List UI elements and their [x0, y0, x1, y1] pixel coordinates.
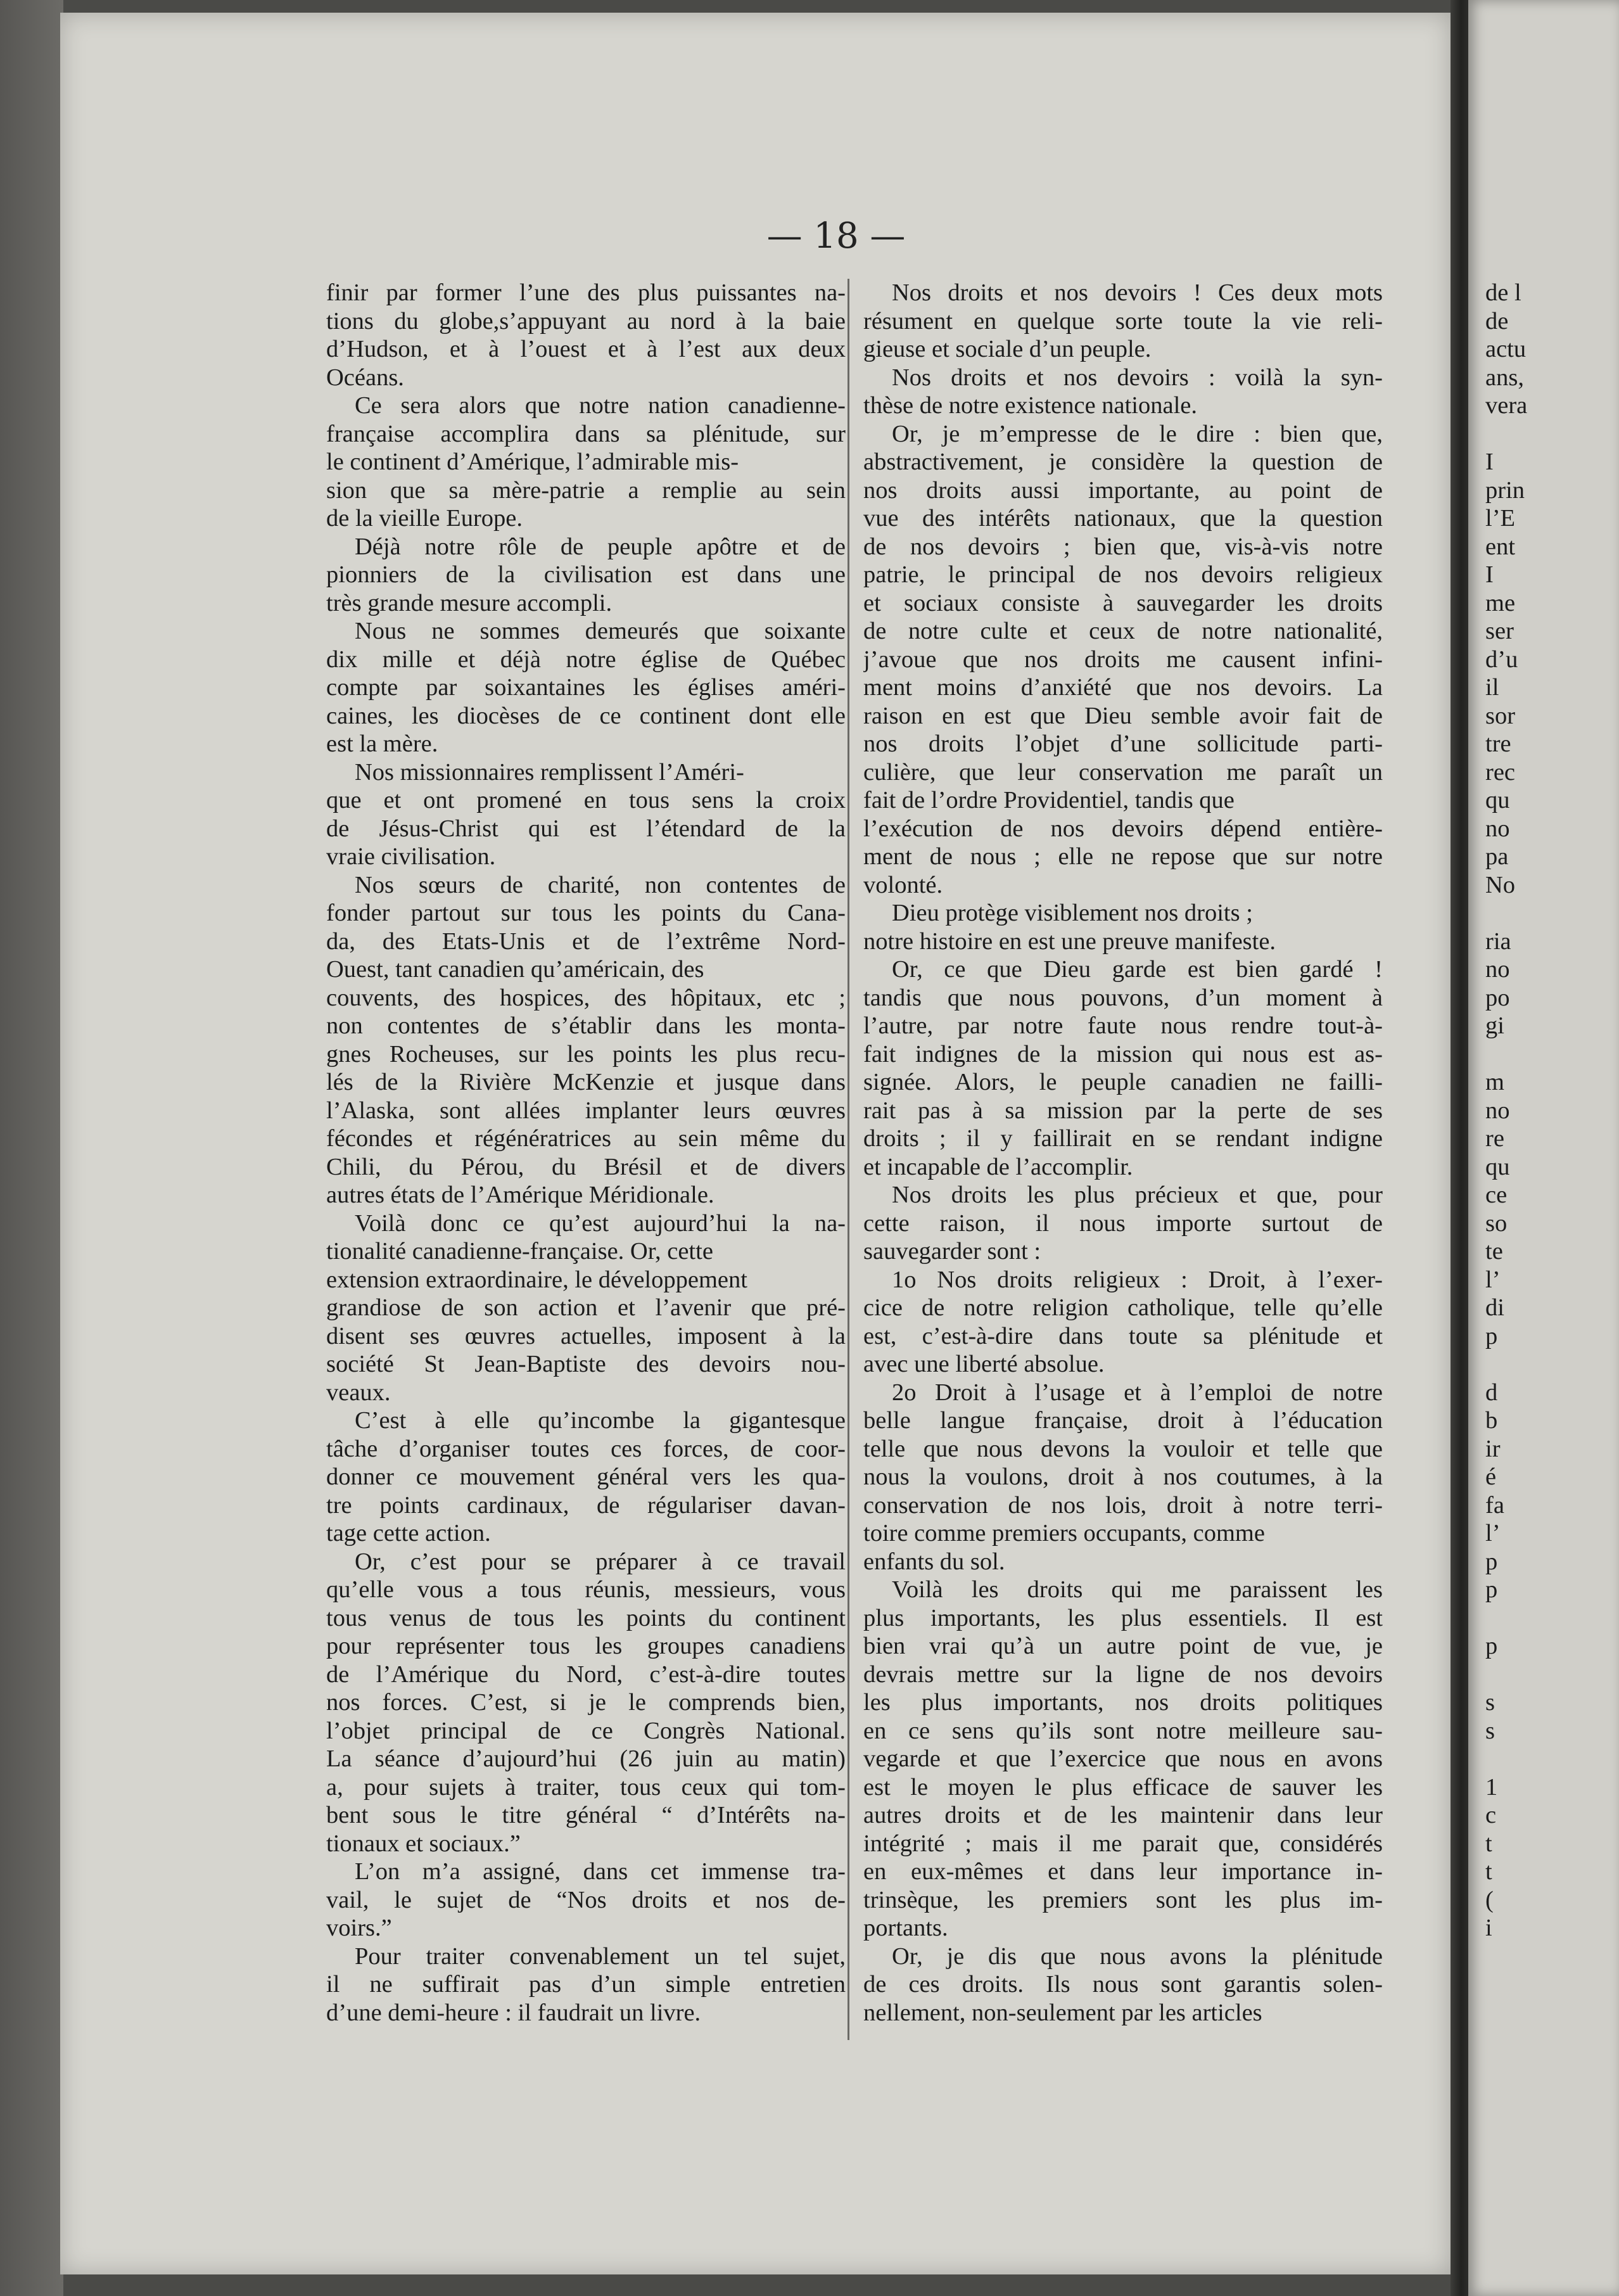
left-column-line: autres états de l’Amérique Méridionale.: [326, 1182, 714, 1208]
adjacent-page-fragment: vera: [1485, 392, 1528, 419]
right-column-line: Or, ce que Dieu garde est bien gardé !: [892, 956, 1383, 983]
right-column-line: Or, je m’empresse de le dire : bien que,: [892, 420, 1383, 447]
adjacent-page-fragment: tre: [1485, 730, 1511, 757]
adjacent-page-fragment: l’: [1485, 1266, 1501, 1293]
adjacent-page-fragment: s: [1485, 1689, 1495, 1716]
left-column-line: vail, le sujet de “Nos droits et nos de-: [326, 1886, 846, 1913]
right-column-line: droits ; il y faillirait en se rendant indigne: [863, 1125, 1383, 1152]
right-column-line: nous la voulons, droit à nos coutumes, à la: [863, 1464, 1383, 1490]
right-column-line: résument en quelque sorte toute la vie reli-: [863, 307, 1383, 335]
left-text-column: [326, 279, 846, 2027]
right-column-line: gieuse et sociale d’un peuple.: [863, 336, 1152, 362]
right-column-line: Dieu protège visiblement nos droits ;: [892, 900, 1253, 926]
right-column-line: nos droits l’objet d’une sollicitude parti-: [863, 730, 1383, 757]
adjacent-page-fragment: po: [1485, 984, 1510, 1011]
right-column-line: 1o Nos droits religieux : Droit, à l’exer-: [892, 1266, 1383, 1293]
adjacent-page-fragment: p: [1485, 1322, 1498, 1349]
adjacent-page-fragment: [1485, 1745, 1619, 1773]
adjacent-page-fragment: ria: [1485, 928, 1511, 955]
right-column-line: ment moins d’anxiété que nos devoirs. La: [863, 674, 1383, 701]
right-column-line: cette raison, il nous importe surtout de: [863, 1209, 1383, 1237]
left-column-line: tous venus de tous les points du continent: [326, 1604, 846, 1631]
right-column-line: belle langue française, droit à l’éducation: [863, 1407, 1383, 1434]
adjacent-page-fragment: p: [1485, 1548, 1498, 1575]
right-column-line: conservation de nos lois, droit à notre terri-: [863, 1491, 1383, 1519]
right-column-line: culière, que leur conservation me paraît un: [863, 758, 1383, 786]
left-column-line: française accomplira dans sa plénitude, sur: [326, 420, 846, 447]
adjacent-page-fragment: (: [1485, 1886, 1494, 1913]
adjacent-page-fragment: de: [1485, 307, 1509, 335]
right-text-column: [863, 279, 1383, 2027]
left-column-line: La séance d’aujourd’hui (26 juin au matin): [326, 1745, 846, 1772]
adjacent-page-fragment: é: [1485, 1464, 1497, 1490]
right-column-line: vue des intérêts nationaux, que la question: [863, 505, 1383, 532]
adjacent-page-fragment: I: [1485, 449, 1494, 475]
left-column-line: pour représenter tous les groupes canadiens: [326, 1633, 846, 1659]
adjacent-page-fragment: gi: [1485, 1012, 1504, 1039]
left-column-line: que et ont promené en tous sens la croix: [326, 787, 846, 813]
left-column-line: d’Hudson, et à l’ouest et à l’est aux deux: [326, 336, 846, 362]
left-column-line: tage cette action.: [326, 1520, 491, 1547]
scanner-frame-left: [0, 0, 63, 2296]
left-column-line: bent sous le titre général “ d’Intérêts na-: [326, 1802, 846, 1828]
left-column-line: fécondes et régénératrices au sein même du: [326, 1125, 846, 1152]
adjacent-page-fragment: re: [1485, 1125, 1504, 1152]
right-column-line: ment de nous ; elle ne repose que sur notre: [863, 843, 1383, 870]
left-column-line: tâche d’organiser toutes ces forces, de coor-: [326, 1435, 846, 1462]
left-column-line: veaux.: [326, 1379, 391, 1406]
right-column-line: portants.: [863, 1915, 948, 1941]
right-column-line: l’exécution de nos devoirs dépend entière-: [863, 815, 1383, 842]
right-column-line: fait de l’ordre Providentiel, tandis que: [863, 787, 1235, 813]
adjacent-page-fragment: actu: [1485, 336, 1527, 362]
left-column-line: Nos sœurs de charité, non contentes de: [355, 871, 846, 898]
left-column-line: lés de la Rivière McKenzie et jusque dans: [326, 1069, 846, 1095]
right-column-line: Nos droits et nos devoirs : voilà la syn-: [892, 364, 1383, 391]
adjacent-page-fragment: [1485, 1604, 1619, 1633]
adjacent-page-fragment: s: [1485, 1717, 1495, 1744]
adjacent-page-fragment: ce: [1485, 1182, 1508, 1208]
right-column-line: telle que nous devons la vouloir et telle que: [863, 1435, 1383, 1462]
right-column-line: Nos droits et nos devoirs ! Ces deux mots: [892, 279, 1383, 306]
right-column-line: les plus importants, nos droits politiques: [863, 1689, 1383, 1716]
left-column-line: fonder partout sur tous les points du Cana-: [326, 900, 846, 926]
right-column-line: rait pas à sa mission par la perte de ses: [863, 1097, 1383, 1124]
adjacent-page-fragment: [1485, 1661, 1619, 1689]
right-column-line: thèse de notre existence nationale.: [863, 392, 1198, 419]
right-column-line: en ce sens qu’ils sont notre meilleure sau-: [863, 1717, 1383, 1744]
left-column-line: tionalité canadienne-française. Or, cette: [326, 1238, 713, 1265]
adjacent-page-fragment: t: [1485, 1830, 1492, 1857]
left-column-line: sion que sa mère-patrie a remplie au sein: [326, 476, 846, 504]
left-column-line: Or, c’est pour se préparer à ce travail: [355, 1548, 846, 1575]
right-column-line: est le moyen le plus efficace de sauver les: [863, 1773, 1383, 1801]
left-column-line: pionniers de la civilisation est dans une: [326, 561, 846, 588]
adjacent-page-fragment: no: [1485, 815, 1510, 842]
left-column-line: est la mère.: [326, 730, 438, 757]
adjacent-page-fragment: l’: [1485, 1520, 1501, 1547]
adjacent-page-fragment: ans,: [1485, 364, 1524, 391]
left-column-line: de la vieille Europe.: [326, 505, 523, 532]
right-column-line: de notre culte et ceux de notre nationalité,: [863, 618, 1383, 644]
adjacent-page-fragment: fa: [1485, 1491, 1504, 1519]
adjacent-page-fragment: de l: [1485, 279, 1521, 306]
right-column-line: Or, je dis que nous avons la plénitude: [892, 1942, 1383, 1970]
adjacent-page-fragment: m: [1485, 1069, 1504, 1095]
page-number: — 18 —: [766, 215, 906, 257]
right-column-line: nos droits aussi importante, au point de: [863, 476, 1383, 504]
left-column-line: de l’Amérique du Nord, c’est-à-dire toutes: [326, 1661, 846, 1688]
left-column-line: l’objet principal de ce Congrès National.: [326, 1717, 846, 1744]
left-column-line: l’Alaska, sont allées implanter leurs œuvres: [326, 1097, 846, 1124]
right-column-line: plus importants, les plus essentiels. Il est: [863, 1604, 1383, 1631]
right-column-line: volonté.: [863, 871, 943, 898]
left-column-line: a, pour sujets à traiter, tous ceux qui tom-: [326, 1773, 846, 1801]
left-column-line: donner ce mouvement général vers les qua-: [326, 1464, 846, 1490]
adjacent-page-fragment: me: [1485, 589, 1516, 616]
left-column-line: Pour traiter convenablement un tel sujet,: [355, 1942, 846, 1970]
left-column-line: extension extraordinaire, le développement: [326, 1266, 747, 1293]
left-column-line: de Jésus-Christ qui est l’étendard de la: [326, 815, 846, 842]
adjacent-page-fragment: t: [1485, 1858, 1492, 1885]
left-column-line: le continent d’Amérique, l’admirable mis-: [326, 449, 739, 475]
adjacent-page-fragment: p: [1485, 1576, 1498, 1603]
left-column-line: grandiose de son action et l’avenir que pré-: [326, 1294, 846, 1321]
adjacent-page-fragment: [1485, 1350, 1619, 1379]
adjacent-page-fragment: i: [1485, 1915, 1492, 1941]
adjacent-page-fragment: te: [1485, 1238, 1503, 1265]
right-column-line: enfants du sol.: [863, 1548, 1005, 1575]
adjacent-page-fragment: d’u: [1485, 646, 1518, 673]
adjacent-page-fragment: sor: [1485, 702, 1516, 729]
right-column-line: et sociaux consiste à sauvegarder les droits: [863, 589, 1383, 616]
left-column-line: finir par former l’une des plus puissantes na-: [326, 279, 846, 306]
column-divider: [848, 279, 849, 2040]
right-column-line: devrais mettre sur la ligne de nos devoirs: [863, 1661, 1383, 1688]
right-column-line: patrie, le principal de nos devoirs religieux: [863, 561, 1383, 588]
left-column-line: Nos missionnaires remplissent l’Améri-: [355, 758, 744, 786]
adjacent-page-fragment: ser: [1485, 618, 1514, 644]
adjacent-page-fragment: No: [1485, 871, 1516, 898]
adjacent-page-fragment: qu: [1485, 787, 1510, 813]
left-column-line: Ce sera alors que notre nation canadienne-: [355, 392, 846, 419]
adjacent-page-fragment: pa: [1485, 843, 1509, 870]
left-column-line: dix mille et déjà notre église de Québec: [326, 646, 846, 673]
right-column-line: et incapable de l’accomplir.: [863, 1153, 1133, 1180]
left-column-line: gnes Rocheuses, sur les points les plus recu-: [326, 1040, 846, 1068]
adjacent-page-fragment: qu: [1485, 1153, 1510, 1180]
left-column-line: Nous ne sommes demeurés que soixante: [355, 618, 846, 644]
adjacent-page-fragment: so: [1485, 1209, 1508, 1237]
right-column-line: en eux-mêmes et dans leur importance in-: [863, 1858, 1383, 1885]
left-column-line: qu’elle vous a tous réunis, messieurs, vous: [326, 1576, 846, 1603]
right-column-line: l’autre, par notre faute nous rendre tout-à-: [863, 1012, 1383, 1039]
left-column-line: Déjà notre rôle de peuple apôtre et de: [355, 533, 846, 560]
right-column-line: nellement, non-seulement par les articles: [863, 1999, 1262, 2026]
adjacent-page-text-fragments: [1485, 279, 1619, 1942]
left-column-line: tions du globe,s’appuyant au nord à la baie: [326, 307, 846, 335]
right-column-line: de ces droits. Ils nous sont garantis solen-: [863, 1971, 1383, 1998]
left-column-line: Chili, du Pérou, du Brésil et de divers: [326, 1153, 846, 1180]
adjacent-page-fragment: rec: [1485, 758, 1515, 786]
right-column-line: est, c’est-à-dire dans toute sa plénitude et: [863, 1322, 1383, 1349]
left-column-line: non contentes de s’établir dans les monta-: [326, 1012, 846, 1039]
right-column-line: toire comme premiers occupants, comme: [863, 1520, 1265, 1547]
adjacent-page-fragment: [1485, 1040, 1619, 1069]
adjacent-page-fragment: prin: [1485, 476, 1525, 504]
adjacent-page-fragment: [1485, 420, 1619, 449]
right-column-line: raison en est que Dieu semble avoir fait de: [863, 702, 1383, 729]
left-column-line: tionaux et sociaux.”: [326, 1830, 521, 1857]
right-column-line: tandis que nous pouvons, d’un moment à: [863, 984, 1383, 1011]
left-column-line: très grande mesure accompli.: [326, 589, 613, 616]
left-column-line: nos forces. C’est, si je le comprends bien,: [326, 1689, 846, 1716]
adjacent-page-fragment: c: [1485, 1802, 1497, 1828]
adjacent-page-fragment: [1485, 899, 1619, 928]
left-column-line: L’on m’a assigné, dans cet immense tra-: [355, 1858, 846, 1885]
left-column-line: caines, les diocèses de ce continent dont elle: [326, 702, 846, 729]
left-column-line: voirs.”: [326, 1915, 392, 1941]
left-column-line: il ne suffirait pas d’un simple entretien: [326, 1971, 846, 1998]
adjacent-page-fragment: di: [1485, 1294, 1504, 1321]
right-column-line: Voilà les droits qui me paraissent les: [892, 1576, 1383, 1603]
adjacent-page-fragment: 1: [1485, 1773, 1498, 1801]
left-column-line: C’est à elle qu’incombe la gigantesque: [355, 1407, 846, 1434]
adjacent-page-fragment: b: [1485, 1407, 1498, 1434]
left-column-line: couvents, des hospices, des hôpitaux, etc ;: [326, 984, 846, 1011]
left-column-line: Océans.: [326, 364, 404, 391]
book-gutter: [1451, 0, 1468, 2296]
right-column-line: fait indignes de la mission qui nous est as-: [863, 1040, 1383, 1068]
right-column-line: trinsèque, les premiers sont les plus im-: [863, 1886, 1383, 1913]
right-column-line: bien vrai qu’à un autre point de vue, je: [863, 1633, 1383, 1659]
adjacent-page-fragment: ir: [1485, 1435, 1501, 1462]
right-column-line: signée. Alors, le peuple canadien ne failli-: [863, 1069, 1383, 1095]
adjacent-page-fragment: p: [1485, 1633, 1498, 1659]
left-column-line: Voilà donc ce qu’est aujourd’hui la na-: [355, 1209, 846, 1237]
right-column-line: cice de notre religion catholique, telle qu’elle: [863, 1294, 1383, 1321]
left-column-line: disent ses œuvres actuelles, imposent à la: [326, 1322, 846, 1349]
adjacent-page-fragment: ent: [1485, 533, 1516, 560]
adjacent-page-fragment: no: [1485, 956, 1510, 983]
right-column-line: 2o Droit à l’usage et à l’emploi de notre: [892, 1379, 1383, 1406]
adjacent-page-fragment: d: [1485, 1379, 1498, 1406]
right-column-line: avec une liberté absolue.: [863, 1351, 1105, 1377]
left-column-line: d’une demi-heure : il faudrait un livre.: [326, 1999, 701, 2026]
left-column-line: Ouest, tant canadien qu’américain, des: [326, 956, 704, 983]
left-column-line: société St Jean-Baptiste des devoirs nou-: [326, 1351, 846, 1377]
right-column-line: vegarde et que l’exercice que nous en avons: [863, 1745, 1383, 1772]
right-column-line: autres droits et de les maintenir dans leur: [863, 1802, 1383, 1828]
right-column-line: sauvegarder sont :: [863, 1238, 1041, 1265]
left-column-line: compte par soixantaines les églises améri-: [326, 674, 846, 701]
left-column-line: vraie civilisation.: [326, 843, 496, 870]
right-column-line: de nos devoirs ; bien que, vis-à-vis notre: [863, 533, 1383, 560]
adjacent-page-fragment: no: [1485, 1097, 1510, 1124]
right-column-line: intégrité ; mais il me parait que, considérés: [863, 1830, 1383, 1857]
right-column-line: abstractivement, je considère la question de: [863, 449, 1383, 475]
adjacent-page-fragment: il: [1485, 674, 1499, 701]
right-column-line: notre histoire en est une preuve manifeste.: [863, 928, 1276, 955]
right-column-line: j’avoue que nos droits me causent infini-: [863, 646, 1383, 673]
adjacent-page-fragment: I: [1485, 561, 1494, 588]
left-column-line: da, des Etats-Unis et de l’extrême Nord-: [326, 928, 846, 955]
adjacent-page-fragment: l’E: [1485, 505, 1516, 532]
right-column-line: Nos droits les plus précieux et que, pour: [892, 1182, 1383, 1208]
left-column-line: tre points cardinaux, de régulariser davan-: [326, 1491, 846, 1519]
